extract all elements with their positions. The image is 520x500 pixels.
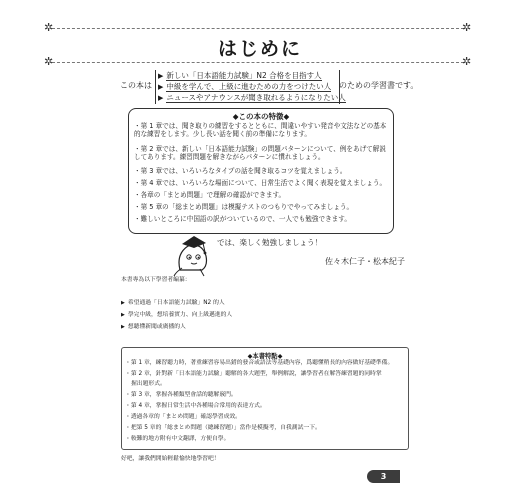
ch-closing: 好吧，讓我們開始輕鬆愉快地學習吧！ [121,456,220,462]
mid-right-star-icon: ✲ [462,55,472,68]
ch-feature-item: ・第 1 章，練習聽力時，著重練習容易出錯的發音或語法等基礎內容，爲聽懂稍長的內容做好基礎準備。 [125,360,394,366]
ch-target-item: ▶ 想聽懂新聞或廣播的人 [121,324,186,330]
ch-feature-item: ・第 2 章，針對新「日本語能力試驗」聽解的各大題型，舉例解說，讓學習者在解答練習題的同時掌 [125,371,382,377]
ch-target-item: ▶ 希望通過「日本語能力試驗」N2 的人 [121,300,225,306]
page-number: 3 [367,470,400,483]
bullet-triangle-icon: ▶ [121,312,125,318]
feature-item: ・各章の「まとめ問題」で理解の確認ができます。 [134,191,286,199]
top-right-star-icon: ✲ [462,21,472,34]
ch-feature-item: ・把第 5 章的「総まとめ問題（總練習題）」當作是模擬考，自我測試一下。 [125,425,321,431]
ch-feature-item: ・第 3 章，掌握各種類型會話的聽解竅門。 [125,392,237,398]
feature-item: ・第 1 章では、聞き取りの練習をするとともに、間違いやすい発音や文法などの基本的な練習をします。少し長い話を聞く前の準備になります。 [134,122,387,138]
feature-item: ・第 4 章では、いろいろな場面について、日常生活でよく聞く表現を覚えましょう。 [134,179,387,187]
mascot-illustration [168,232,214,278]
title-divider [52,62,464,63]
bullet-triangle-icon: ▶ [158,83,164,91]
bullet-triangle-icon: ▶ [121,324,125,330]
feature-item: ・第 3 章では、いろいろなタイプの話を聞き取るコツを覚えましょう。 [134,167,347,175]
ch-target-item: ▶ 學完中級，想培養實力、向上級邁進的人 [121,312,233,318]
intro-prefix: この本は [120,81,152,90]
page-title: はじめに [217,38,302,60]
intro-suffix: のための学習書です。 [339,81,419,90]
ch-feature-item: ・透過各章的「まとめ問題」確認學習成效。 [125,414,241,420]
feature-item: ・第 5 章の「総まとめ問題」は模擬テストのつもりでやってみましょう。 [134,203,354,211]
goal-item: ▶ 新しい「日本語能力試験」N2 合格を目指す人 [158,71,322,80]
goal-item: ▶ 中級を学んで、上級に進むための力をつけたい人 [158,82,332,91]
top-left-star-icon: ✲ [44,21,54,34]
bullet-triangle-icon: ▶ [158,94,164,102]
feature-item: ・難しいところに中国語の訳がついているので、一人でも勉強できます。 [134,215,351,223]
authors: 佐々木仁子・松本紀子 [325,257,405,266]
ch-feature-item: ・第 4 章，掌握日常生活中各種場合常用的表達方式。 [125,403,266,409]
top-divider [52,28,464,29]
mid-left-star-icon: ✲ [44,55,54,68]
ch-features-heading: ◆本書特點◆ [247,353,283,360]
bullet-triangle-icon: ▶ [158,72,164,80]
ch-feature-item-cont: 握出題形式。 [131,381,166,387]
ch-feature-item: ・較難的地方附有中文翻譯，方便自學。 [125,436,230,442]
bullet-triangle-icon: ▶ [121,300,125,306]
feature-item: ・第 2 章では、新しい「日本語能力試験」の問題パターンについて、例をあげて解説してあります。練習問題を解きながらパターンに慣れましょう。 [134,145,386,161]
closing-message: では、楽しく勉強しましょう！ [217,238,322,247]
ch-intro: 本書專為以下學習者編纂： [121,277,191,283]
goal-item: ▶ ニュースやアナウンスが聞き取れるようになりたい人 [158,93,346,102]
features-heading: ◆この本の特徴◆ [232,112,290,121]
